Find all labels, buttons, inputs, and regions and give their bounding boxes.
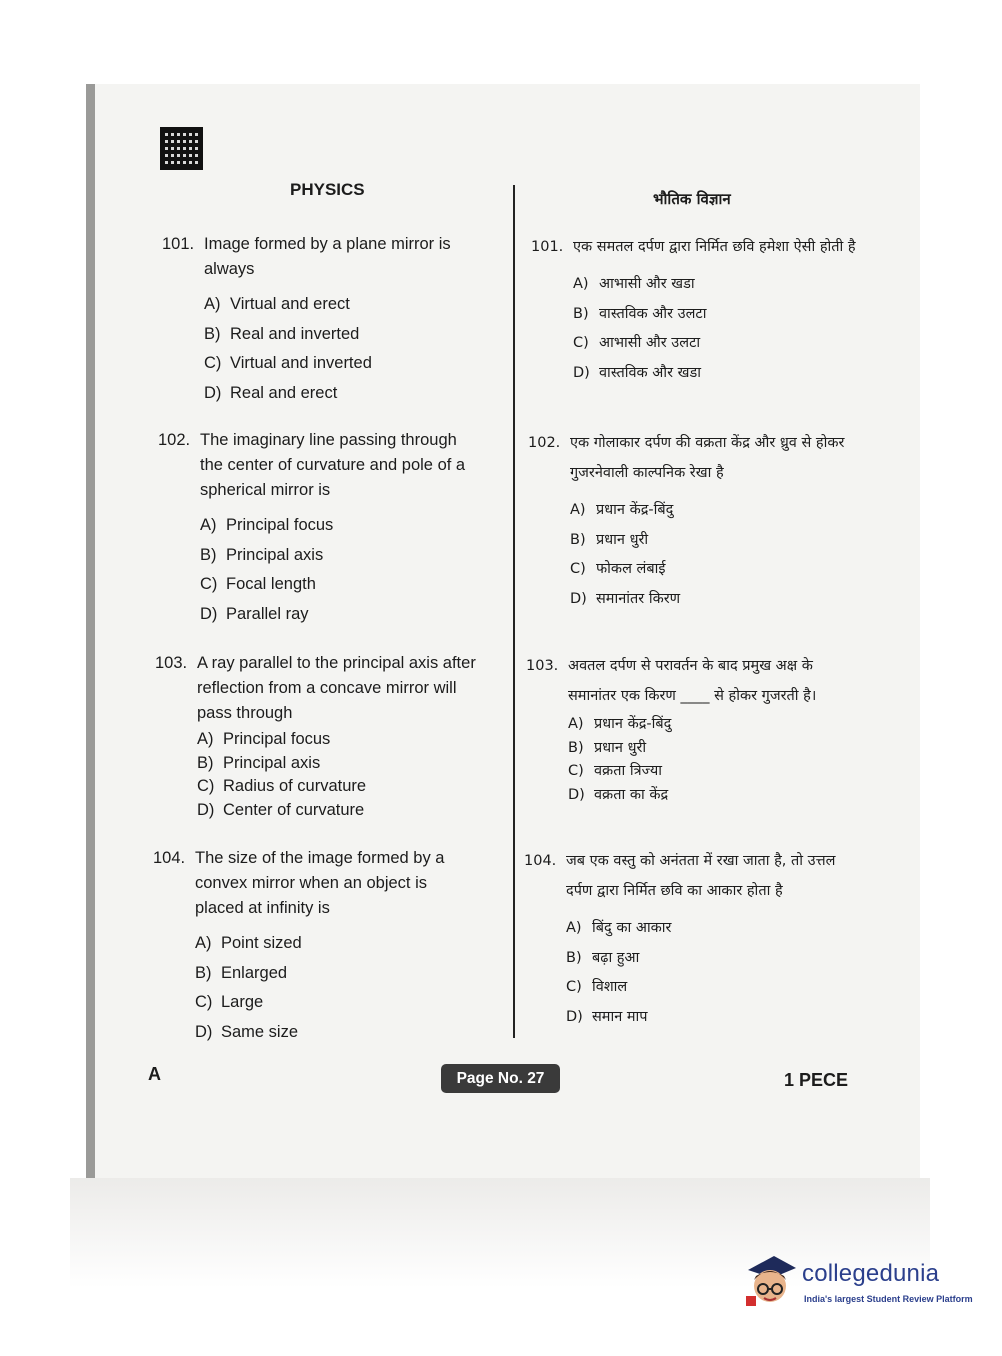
- option-item: [570, 555, 858, 585]
- option-text: Principal focus: [223, 730, 331, 748]
- question-en-102: [158, 428, 483, 629]
- question-text: एक समतल दर्पण द्वारा निर्मित छवि हमेशा ऐसी होती है: [573, 239, 856, 255]
- option-item: [197, 752, 495, 776]
- option-text: Focal length: [226, 575, 316, 593]
- option-text: वास्तविक और उलटा: [599, 305, 707, 322]
- question-en-103: [155, 651, 495, 822]
- option-letter: D): [195, 1022, 213, 1041]
- option-letter: A): [195, 934, 212, 952]
- option-text: आभासी और उलटा: [599, 335, 701, 351]
- question-number: 104.: [153, 849, 186, 867]
- question-number: 102.: [158, 431, 191, 449]
- question-number: 102.: [528, 435, 561, 451]
- option-letter: D): [568, 786, 585, 803]
- question-text: A ray parallel to the principal axis after reflection from a concave mirror will pass through: [197, 654, 476, 722]
- option-text: वक्रता त्रिज्या: [594, 763, 663, 779]
- option-item: [568, 713, 861, 737]
- option-list: [573, 270, 861, 388]
- option-text: Principal axis: [223, 753, 321, 772]
- option-letter: C): [566, 979, 582, 995]
- option-text: बिंदु का आकार: [592, 920, 672, 936]
- option-letter: A): [566, 920, 582, 936]
- option-text: Principal axis: [226, 545, 324, 564]
- question-text: The size of the image formed by a convex mirror when an object is placed at infinity is: [195, 849, 445, 917]
- question-number: 101.: [162, 235, 195, 253]
- column-divider: [513, 185, 515, 1038]
- collegedunia-logo: [744, 1250, 974, 1320]
- option-item: [566, 944, 854, 974]
- option-text: Principal focus: [226, 516, 334, 534]
- option-item: [204, 349, 472, 379]
- option-text: समानांतर किरण: [596, 590, 681, 607]
- option-text: प्रधान धुरी: [596, 531, 649, 548]
- option-letter: C): [200, 575, 218, 593]
- option-letter: C): [204, 354, 222, 372]
- question-text: Image formed by a plane mirror is always: [204, 235, 451, 278]
- option-item: [568, 760, 861, 784]
- question-number: 104.: [524, 853, 557, 869]
- question-number: 103.: [526, 658, 559, 674]
- option-text: आभासी और खडा: [599, 276, 695, 292]
- option-list: [195, 929, 463, 1047]
- qr-code-icon: [162, 129, 201, 168]
- option-item: [195, 988, 463, 1018]
- option-list: [570, 496, 858, 614]
- question-en-104: [153, 846, 463, 1047]
- option-letter: D): [573, 364, 590, 381]
- option-text: Point sized: [221, 934, 302, 952]
- paper-code: 1 PECE: [784, 1070, 849, 1090]
- option-letter: A): [204, 295, 221, 313]
- option-item: [566, 1003, 854, 1033]
- option-text: वक्रता का केंद्र: [594, 786, 669, 803]
- option-letter: B): [195, 963, 212, 982]
- option-letter: B): [197, 753, 214, 772]
- option-letter: C): [570, 561, 586, 577]
- option-item: [204, 290, 472, 320]
- option-text: प्रधान धुरी: [594, 739, 647, 756]
- option-item: [200, 511, 483, 541]
- option-letter: B): [568, 739, 584, 756]
- option-text: Same size: [221, 1022, 299, 1041]
- question-text: अवतल दर्पण से परावर्तन के बाद प्रमुख अक्ष के समानांतर एक किरण ____ से होकर गुजरती है।: [568, 658, 817, 704]
- option-item: [204, 320, 472, 350]
- subject-heading-hindi: भौतिक विज्ञान: [653, 190, 731, 208]
- option-text: प्रधान केंद्र-बिंदु: [596, 502, 674, 518]
- option-letter: A): [570, 502, 586, 518]
- question-number: 101.: [531, 239, 564, 255]
- option-text: फोकल लंबाई: [596, 561, 666, 577]
- option-list: [197, 728, 495, 822]
- option-letter: B): [204, 324, 221, 343]
- option-item: [570, 496, 858, 526]
- option-list: [204, 290, 472, 408]
- option-letter: C): [573, 335, 589, 351]
- option-item: [197, 728, 495, 752]
- question-en-101: [162, 232, 472, 408]
- option-list: [566, 914, 854, 1032]
- option-item: [195, 929, 463, 959]
- logo-wordmark: collegedunia: [802, 1260, 940, 1287]
- option-letter: C): [197, 777, 215, 795]
- option-item: [573, 300, 861, 330]
- option-letter: A): [197, 730, 214, 748]
- paper-set-label: A: [148, 1064, 161, 1084]
- option-item: [570, 526, 858, 556]
- option-letter: C): [195, 993, 213, 1011]
- option-text: Real and inverted: [230, 324, 360, 343]
- logo-tagline: India's largest Student Review Platform: [804, 1294, 973, 1304]
- question-number: 103.: [155, 654, 188, 672]
- option-text: Virtual and erect: [230, 295, 350, 313]
- option-letter: D): [204, 383, 222, 402]
- option-item: [197, 799, 495, 823]
- option-text: वास्तविक और खडा: [599, 364, 702, 381]
- option-text: Large: [221, 993, 264, 1011]
- option-letter: B): [570, 531, 586, 548]
- option-item: [568, 784, 861, 808]
- option-text: Parallel ray: [226, 604, 309, 623]
- option-item: [573, 359, 861, 389]
- page-number-badge: Page No. 27: [441, 1064, 560, 1093]
- option-item: [570, 585, 858, 615]
- option-letter: A): [200, 516, 217, 534]
- subject-heading-english: PHYSICS: [290, 180, 365, 199]
- option-item: [200, 541, 483, 571]
- option-item: [195, 959, 463, 989]
- question-hi-104: [524, 846, 854, 1032]
- question-hi-103: [526, 651, 861, 807]
- question-hi-102: [528, 428, 858, 614]
- option-item: [197, 775, 495, 799]
- option-text: प्रधान केंद्र-बिंदु: [594, 716, 672, 732]
- option-letter: D): [197, 800, 215, 819]
- option-letter: D): [570, 590, 587, 607]
- option-text: Enlarged: [221, 963, 288, 982]
- option-list: [568, 713, 861, 807]
- option-text: Virtual and inverted: [230, 354, 372, 372]
- option-item: [200, 600, 483, 630]
- question-text: The imaginary line passing through the center of curvature and pole of a spherical mirror is: [200, 431, 466, 499]
- question-text: एक गोलाकार दर्पण की वक्रता केंद्र और ध्रुव से होकर गुजरनेवाली काल्पनिक रेखा है: [570, 435, 845, 481]
- option-item: [195, 1018, 463, 1048]
- option-letter: B): [200, 545, 217, 564]
- option-letter: C): [568, 763, 584, 779]
- option-item: [568, 737, 861, 761]
- option-item: [573, 329, 861, 359]
- option-letter: D): [200, 604, 218, 623]
- option-text: समान माप: [592, 1008, 648, 1025]
- option-list: [200, 511, 483, 629]
- option-item: [566, 973, 854, 1003]
- option-text: Radius of curvature: [223, 777, 367, 795]
- option-letter: B): [566, 949, 582, 966]
- option-letter: D): [566, 1008, 583, 1025]
- option-item: [204, 379, 472, 409]
- option-letter: B): [573, 305, 589, 322]
- option-item: [573, 270, 861, 300]
- option-item: [566, 914, 854, 944]
- question-hi-101: [531, 232, 861, 388]
- option-text: Real and erect: [230, 383, 338, 402]
- mascot-icon: [744, 1252, 798, 1308]
- option-text: बढ़ा हुआ: [592, 949, 640, 966]
- option-text: विशाल: [592, 979, 628, 995]
- option-letter: A): [573, 276, 589, 292]
- option-item: [200, 570, 483, 600]
- option-text: Center of curvature: [223, 800, 365, 819]
- option-letter: A): [568, 716, 584, 732]
- question-text: जब एक वस्तु को अनंतता में रखा जाता है, तो उत्तल दर्पण द्वारा निर्मित छवि का आकार होता है: [566, 853, 836, 899]
